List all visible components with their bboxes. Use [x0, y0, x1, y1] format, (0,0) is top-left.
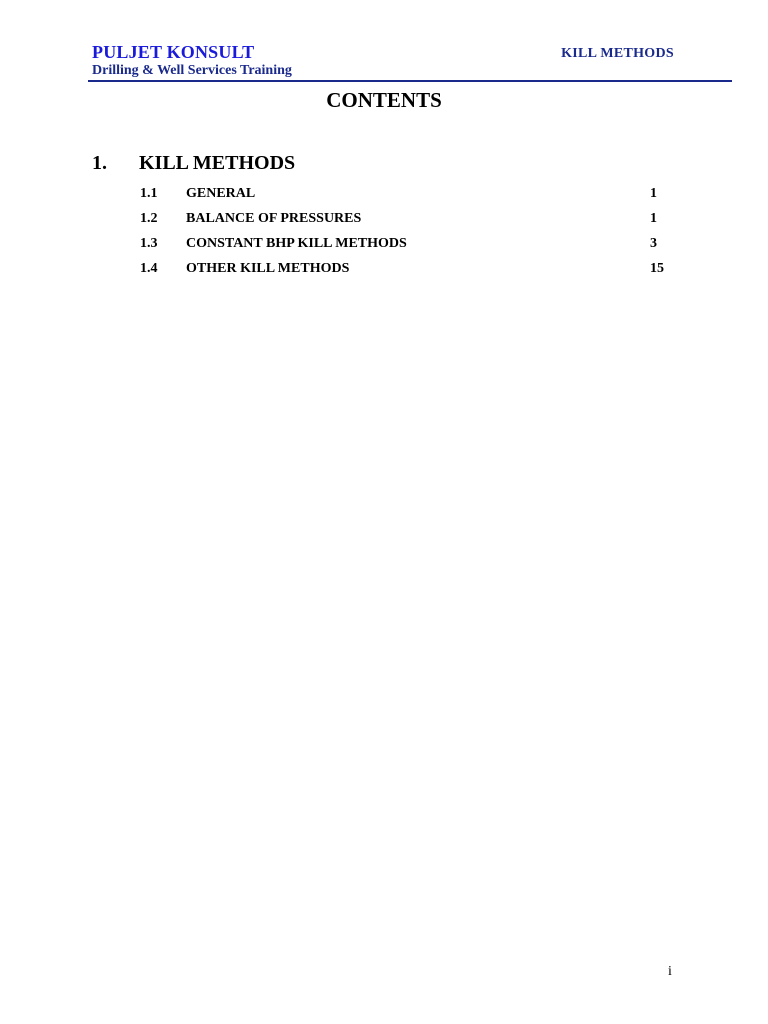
toc-entry-page: 3 [650, 236, 657, 251]
running-section-title: KILL METHODS [561, 46, 674, 61]
chapter-number: 1. [92, 152, 107, 174]
toc-entry-page: 15 [650, 261, 664, 276]
toc-entry-number: 1.4 [140, 261, 158, 276]
toc-entry-title: GENERAL [186, 186, 256, 201]
chapter-title: KILL METHODS [139, 152, 296, 174]
page-header [92, 42, 732, 82]
toc-entry[interactable] [140, 261, 680, 286]
company-tagline: Drilling & Well Services Training [92, 63, 292, 78]
toc-entry-number: 1.2 [140, 211, 158, 226]
toc-entry[interactable] [140, 186, 680, 211]
toc-entry[interactable] [140, 236, 680, 261]
company-name: PULJET KONSULT [92, 42, 255, 62]
toc-entry-title: OTHER KILL METHODS [186, 261, 350, 276]
toc-entry-number: 1.3 [140, 236, 158, 251]
toc-entry-page: 1 [650, 211, 657, 226]
toc-entry-title: BALANCE OF PRESSURES [186, 211, 362, 226]
toc-entry-title: CONSTANT BHP KILL METHODS [186, 236, 407, 251]
toc-list [140, 186, 680, 286]
toc-entry-number: 1.1 [140, 186, 158, 201]
header-divider [88, 80, 732, 82]
page-number: i [668, 964, 672, 979]
toc-entry-page: 1 [650, 186, 657, 201]
contents-heading: CONTENTS [326, 88, 442, 112]
toc-entry[interactable] [140, 211, 680, 236]
